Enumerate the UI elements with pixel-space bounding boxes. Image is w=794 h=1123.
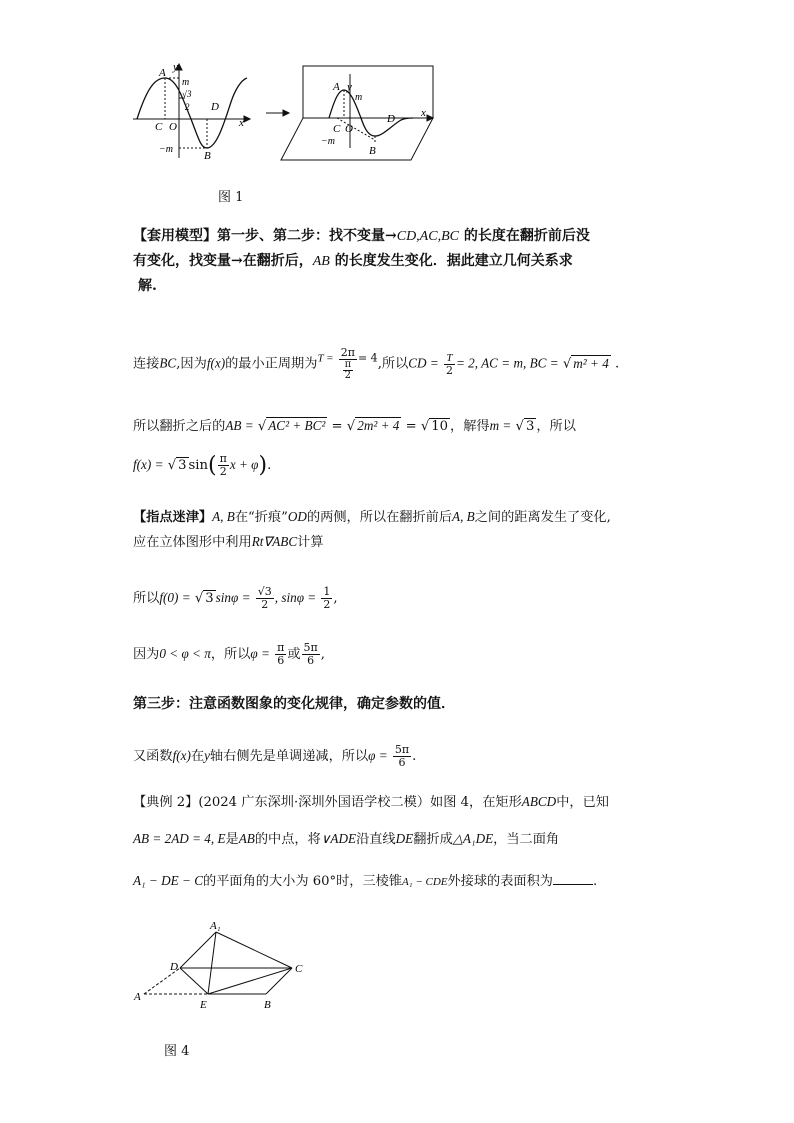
figure-1 — [125, 60, 445, 165]
label-two: 2 — [185, 102, 190, 112]
fig4-label-a1: A₁ — [210, 920, 221, 932]
label-m: m — [182, 77, 190, 88]
hint-label: 【指点迷津】 — [133, 510, 213, 525]
label-neg-m: −m — [159, 144, 173, 155]
formula-f0: 所以f(0) = √ 3 sinφ = $\frac{√3}{2}$ , sinφ = $\frac{1}{2}$ , — [133, 585, 338, 611]
paragraph-ab-length: 所以翻折之后的AB = √ AC² + BC² = √ 2m² + 4 = √ 10 ，解得m = √ 3 ，所以 — [133, 418, 576, 434]
r-label-b: B — [369, 145, 376, 157]
figure-1-caption: 图 1 — [218, 190, 244, 205]
fig4-label-b: B — [264, 999, 271, 1011]
fig4-label-d: D — [170, 961, 178, 973]
example-2-line3: A₁ − DE − C的平面角的大小为 60°时，三棱锥A₁ − CDE外接球的表面积为 . — [133, 873, 598, 889]
label-y: y — [173, 61, 178, 73]
r-label-a: A — [333, 81, 340, 93]
paragraph-model-line3: 解. — [138, 278, 157, 294]
label-x: x — [239, 117, 244, 129]
label-d: D — [211, 101, 219, 113]
r-label-y: y — [347, 81, 352, 93]
r-label-d: D — [387, 113, 395, 125]
paragraph-hint: 【指点迷津】A, B在“折痕”OD的两侧，所以在翻折前后A, B之间的距离发生了变化, — [133, 509, 611, 525]
figure-4-caption: 图 4 — [164, 1044, 190, 1059]
label-b: B — [204, 150, 211, 162]
paragraph-model: 【套用模型】第一步、第二步：找不变量→CD,AC,BC 的长度在翻折前后没 — [133, 228, 590, 244]
formula-phi-range: 因为0 < φ < π，所以φ = $\frac{\pi}{6}$ 或 $\frac{5\pi}{6}$ , — [133, 641, 325, 667]
bracket-label: 【套用模型】 — [133, 228, 217, 244]
right-graph — [281, 66, 433, 160]
label-o: O — [169, 121, 177, 133]
label-a: A — [159, 67, 166, 79]
example-2: 【典例 2】(2024 广东深圳·深圳外国语学校二模）如图 4，在矩形ABCD中，已知 — [133, 794, 609, 810]
paragraph-period: 连接BC,因为f(x)的最小正周期为$^{T =}$ $\frac{2\pi}{\frac{\pi}{2}}$ $^{= 4}$,所以CD = $\frac{T}{2}$ = 2, AC = m, BC = √ m² + 4 . — [133, 346, 620, 381]
label-c: C — [155, 121, 163, 133]
arrow-icon — [266, 110, 289, 116]
paragraph-hint-line2: 应在立体图形中利用Rt∇ABC计算 — [133, 534, 324, 550]
step-three: 第三步：注意函数图象的变化规律，确定参数的值． — [133, 696, 455, 712]
label-sqrt3: √3 — [182, 89, 192, 99]
example-label: 【典例 2】 — [133, 795, 199, 810]
r-label-o: O — [345, 123, 353, 135]
fig4-label-e: E — [200, 999, 207, 1011]
fraction-2pi-over-pi2: $\frac{2\pi}{\frac{\pi}{2}}$ — [340, 346, 355, 381]
formula-phi-final: 又函数f(x)在y轴右侧先是单调递减，所以φ = $\frac{5\pi}{6}$ . — [133, 743, 417, 769]
example-2-line2: AB = 2AD = 4, E是AB的中点，将∨ADE沿直线DE翻折成△A₁DE，当二面角 — [133, 831, 560, 847]
left-graph — [133, 64, 250, 158]
fig4-label-c: C — [295, 963, 303, 975]
paragraph-model-line2: 有变化，找变量→在翻折后，AB 的长度发生变化．据此建立几何关系求 — [133, 253, 573, 269]
r-label-c: C — [333, 123, 341, 135]
fig4-label-a: A — [134, 991, 141, 1003]
r-label-neg-m: −m — [321, 136, 335, 147]
answer-blank[interactable] — [553, 872, 593, 885]
r-label-m: m — [355, 92, 363, 103]
r-label-x: x — [421, 107, 426, 119]
formula-fx: f(x) = √ 3 sin( $\frac{\pi}{2}$ x + φ). — [133, 452, 272, 478]
figure-4 — [130, 918, 320, 1018]
